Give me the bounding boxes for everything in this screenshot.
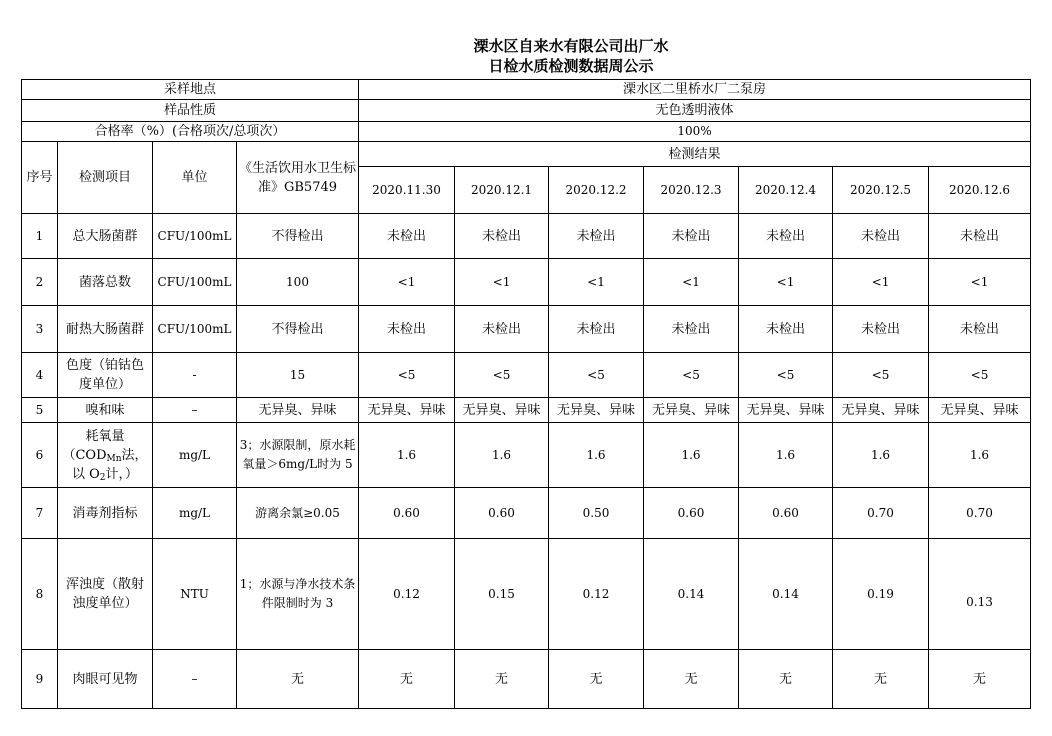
- row-value: <5: [739, 353, 833, 398]
- row-value: 0.60: [455, 488, 549, 539]
- row-value: 未检出: [833, 306, 929, 353]
- row-value: 无异臭、异味: [359, 398, 455, 423]
- row-value: 1.6: [739, 423, 833, 488]
- row-standard: 15: [237, 353, 359, 398]
- row-value: 未检出: [833, 214, 929, 259]
- row-value: 0.60: [739, 488, 833, 539]
- row-value: 未检出: [644, 306, 739, 353]
- report-title-line1: 溧水区自来水有限公司出厂水: [473, 37, 669, 55]
- row-value: 0.19: [833, 539, 929, 650]
- row-value: 0.70: [833, 488, 929, 539]
- report-title-line2: 日检水质检测数据周公示: [488, 57, 654, 75]
- row-seq: 5: [22, 398, 58, 423]
- date-header: 2020.12.3: [644, 167, 739, 214]
- row-value: <5: [929, 353, 1031, 398]
- row-unit: -: [153, 353, 237, 398]
- row-value: 1.6: [833, 423, 929, 488]
- row-value: 0.70: [929, 488, 1031, 539]
- row-value: 1.6: [929, 423, 1031, 488]
- row-value: 无: [739, 650, 833, 709]
- row-value: 1.6: [549, 423, 644, 488]
- sample-nature-value: 无色透明液体: [359, 100, 1031, 122]
- row-value: 未检出: [455, 306, 549, 353]
- row-value: <5: [455, 353, 549, 398]
- row-value: 无: [644, 650, 739, 709]
- row-value: 未检出: [359, 214, 455, 259]
- row-value: 0.13: [929, 539, 1031, 650]
- row-value: 未检出: [644, 214, 739, 259]
- row-value: 无异臭、异味: [929, 398, 1031, 423]
- row-value: 无: [833, 650, 929, 709]
- table-row: [22, 353, 1031, 398]
- row-value: 无: [549, 650, 644, 709]
- row-seq: 9: [22, 650, 58, 709]
- row-value: 无异臭、异味: [739, 398, 833, 423]
- header-unit: 单位: [153, 142, 237, 214]
- info-row-sampling-site: [22, 80, 1031, 100]
- header-row: [22, 142, 1031, 167]
- row-value: 无异臭、异味: [549, 398, 644, 423]
- table-row: [22, 214, 1031, 259]
- row-value: 0.60: [644, 488, 739, 539]
- sampling-site-label: 采样地点: [22, 80, 359, 100]
- row-seq: 8: [22, 539, 58, 650]
- row-value: <1: [455, 259, 549, 306]
- row-value: 1.6: [455, 423, 549, 488]
- date-header: 2020.11.30: [359, 167, 455, 214]
- table-row: [22, 650, 1031, 709]
- row-item: 消毒剂指标: [58, 488, 153, 539]
- row-item: 嗅和味: [58, 398, 153, 423]
- item-text: （COD: [62, 447, 107, 463]
- table-row: [22, 306, 1031, 353]
- row-value: 0.14: [644, 539, 739, 650]
- date-header: 2020.12.1: [455, 167, 549, 214]
- row-seq: 7: [22, 488, 58, 539]
- row-value: 0.14: [739, 539, 833, 650]
- row-standard: 1；水源与净水技术条件限制时为 3: [237, 539, 359, 650]
- pass-rate-label: 合格率（%）(合格项次/总项次）: [22, 122, 359, 142]
- row-value: 未检出: [549, 306, 644, 353]
- row-value: 1.6: [359, 423, 455, 488]
- row-value: <5: [549, 353, 644, 398]
- table-row: [22, 259, 1031, 306]
- row-value: <1: [929, 259, 1031, 306]
- row-unit: CFU/100mL: [153, 259, 237, 306]
- row-standard: 不得检出: [237, 214, 359, 259]
- table-row: [22, 488, 1031, 539]
- row-seq: 6: [22, 423, 58, 488]
- water-quality-table: [21, 79, 1031, 709]
- table-row: [22, 539, 1031, 650]
- row-value: <1: [359, 259, 455, 306]
- row-value: 未检出: [929, 214, 1031, 259]
- row-value: 无异臭、异味: [455, 398, 549, 423]
- row-value: 0.60: [359, 488, 455, 539]
- header-standard: 《生活饮用水卫生标准》GB5749: [237, 142, 359, 214]
- row-standard: 无异臭、异味: [237, 398, 359, 423]
- row-value: <1: [549, 259, 644, 306]
- sampling-site-value: 溧水区二里桥水厂二泵房: [359, 80, 1031, 100]
- row-unit: CFU/100mL: [153, 214, 237, 259]
- row-unit: –: [153, 398, 237, 423]
- info-row-pass-rate: [22, 122, 1031, 142]
- row-item: 耐热大肠菌群: [58, 306, 153, 353]
- row-standard: 无: [237, 650, 359, 709]
- row-value: 未检出: [739, 306, 833, 353]
- row-value: <5: [644, 353, 739, 398]
- date-header: 2020.12.4: [739, 167, 833, 214]
- row-unit: –: [153, 650, 237, 709]
- pass-rate-value: 100%: [359, 122, 1031, 142]
- row-value: 未检出: [929, 306, 1031, 353]
- item-text: 耗氧量: [85, 428, 125, 444]
- table-row: [22, 398, 1031, 423]
- row-item: 色度（铂钴色度单位）: [58, 353, 153, 398]
- row-unit: CFU/100mL: [153, 306, 237, 353]
- date-header: 2020.12.2: [549, 167, 644, 214]
- row-value: 无异臭、异味: [833, 398, 929, 423]
- row-seq: 2: [22, 259, 58, 306]
- date-header: 2020.12.6: [929, 167, 1031, 214]
- row-value: 未检出: [739, 214, 833, 259]
- item-text: 法，: [121, 447, 148, 463]
- row-item: [58, 423, 153, 488]
- row-unit: mg/L: [153, 488, 237, 539]
- row-value: 无异臭、异味: [644, 398, 739, 423]
- row-value: 未检出: [455, 214, 549, 259]
- row-item: 肉眼可见物: [58, 650, 153, 709]
- row-value: 0.15: [455, 539, 549, 650]
- row-standard: 游离余氯≥0.05: [237, 488, 359, 539]
- header-results: 检测结果: [359, 142, 1031, 167]
- header-item: 检测项目: [58, 142, 153, 214]
- table-row: [22, 423, 1031, 488]
- row-unit: NTU: [153, 539, 237, 650]
- item-subscript: 2: [99, 472, 106, 483]
- row-unit: mg/L: [153, 423, 237, 488]
- row-value: <5: [833, 353, 929, 398]
- row-item: 总大肠菌群: [58, 214, 153, 259]
- row-standard: 不得检出: [237, 306, 359, 353]
- row-value: 无: [359, 650, 455, 709]
- row-seq: 4: [22, 353, 58, 398]
- row-value: 未检出: [549, 214, 644, 259]
- header-seq: 序号: [22, 142, 58, 214]
- row-standard: 3；水源限制，原水耗氧量＞6mg/L时为 5: [237, 423, 359, 488]
- item-subscript: Mn: [106, 453, 122, 464]
- row-item: 浑浊度（散射浊度单位）: [58, 539, 153, 650]
- row-seq: 1: [22, 214, 58, 259]
- row-standard: 100: [237, 259, 359, 306]
- date-header: 2020.12.5: [833, 167, 929, 214]
- row-value: 1.6: [644, 423, 739, 488]
- row-value: <1: [739, 259, 833, 306]
- row-value: 0.12: [549, 539, 644, 650]
- row-value: 0.12: [359, 539, 455, 650]
- info-row-sample-nature: [22, 100, 1031, 122]
- row-value: 无: [455, 650, 549, 709]
- item-text: 以 O: [71, 466, 100, 482]
- row-value: <5: [359, 353, 455, 398]
- row-seq: 3: [22, 306, 58, 353]
- row-value: 0.50: [549, 488, 644, 539]
- sample-nature-label: 样品性质: [22, 100, 359, 122]
- row-value: <1: [833, 259, 929, 306]
- row-value: 未检出: [359, 306, 455, 353]
- row-value: 无: [929, 650, 1031, 709]
- row-value: <1: [644, 259, 739, 306]
- row-item: 菌落总数: [58, 259, 153, 306]
- item-text: 计，）: [105, 466, 139, 482]
